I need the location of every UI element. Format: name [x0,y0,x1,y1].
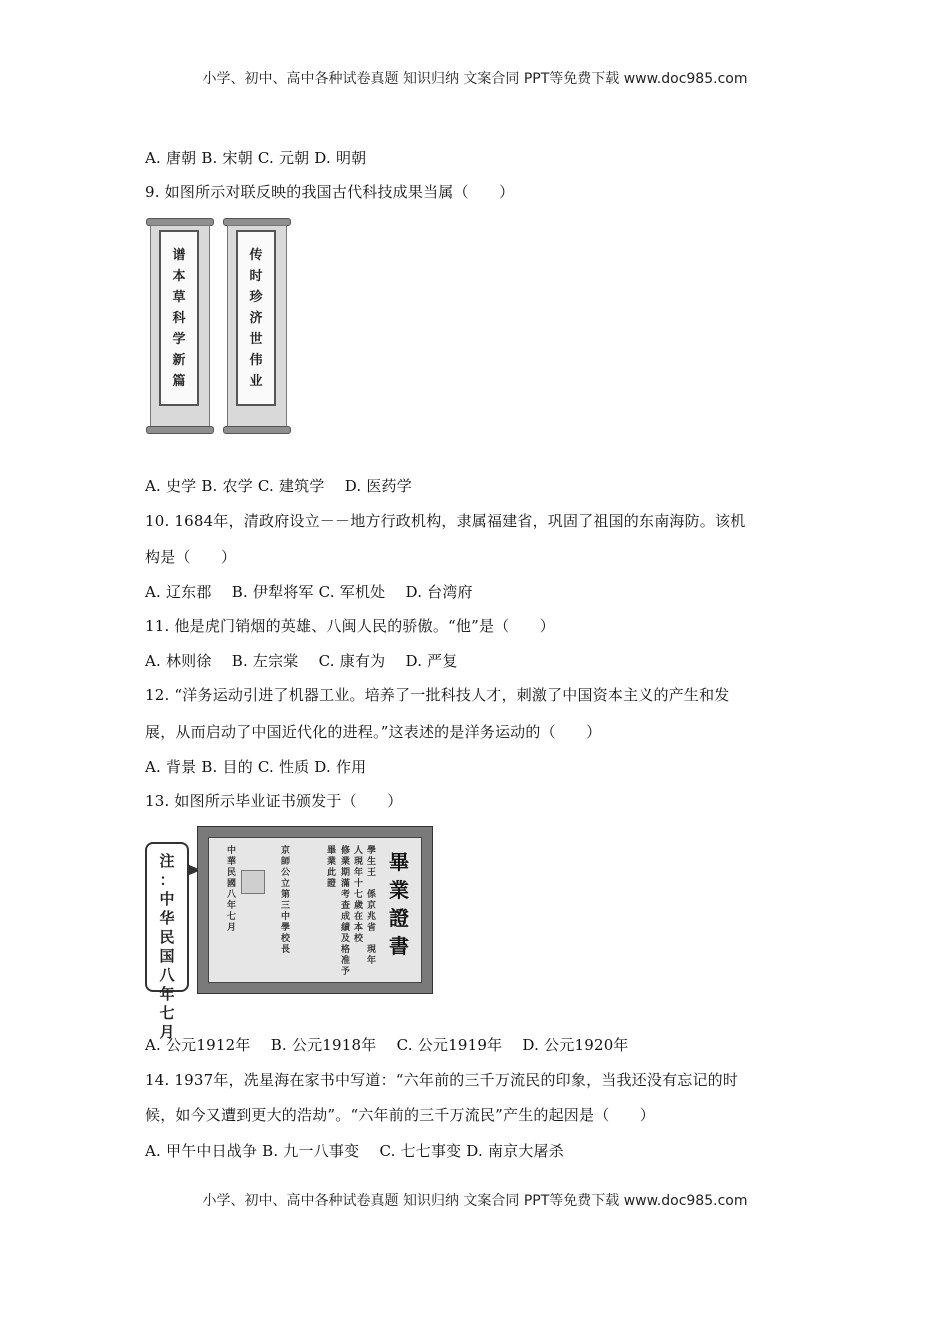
couplet-char: 新 [172,352,186,368]
note-char: 月 [159,1023,175,1041]
diploma-char: 學 [281,923,291,933]
q14-options: A. 甲午中日战争 B. 九一八事变 C. 七七事变 D. 南京大屠杀 [145,1142,564,1160]
note-char: 中 [159,890,175,908]
diploma-char: 查 [341,901,351,911]
diploma-char: 月 [227,923,237,933]
couplet-char: 伟 [249,352,263,368]
couplet-char: 谱 [172,247,186,263]
q9-options: A. 史学 B. 农学 C. 建筑学 D. 医药学 [145,477,412,495]
diploma-char: 歲 [354,901,364,911]
diploma-char: 現 [367,945,377,955]
q12-stem-line2: 展，从而启动了中国近代化的进程。”这表述的是洋务运动的（ ） [145,723,602,741]
diploma-char: 滿 [341,879,351,889]
note-char: 国 [159,947,175,965]
diploma-figure [145,824,437,1041]
diploma-char: 業 [341,857,351,867]
couplet-char: 业 [249,373,263,389]
q11-options: A. 林则徐 B. 左宗棠 C. 康有为 D. 严复 [145,652,458,670]
diploma-char: 校 [354,934,364,944]
diploma-text-col6 [227,846,236,934]
diploma-char: 華 [227,857,237,867]
diploma-char: 畢 [327,846,337,856]
diploma-title-char: 畢 [389,850,409,874]
diploma-char: 年 [227,901,237,911]
diploma-title-char: 書 [389,934,409,958]
diploma-char: 人 [354,846,364,856]
q11-stem: 11. 他是虎门销烟的英雄、八闽人民的骄傲。“他”是（ ） [145,617,555,635]
note-char: 七 [159,1004,175,1022]
couplet-char: 传 [249,247,263,263]
diploma-char: 現 [354,857,364,867]
q9-stem: 9. 如图所示对联反映的我国古代科技成果当属（ ） [145,183,515,201]
q12-options: A. 背景 B. 目的 C. 性质 D. 作用 [145,758,367,776]
couplet-char: 济 [249,310,263,326]
couplet-char: 时 [249,268,263,284]
diploma-char: 立 [281,879,291,889]
q13-options: A. 公元1912年 B. 公元1918年 C. 公元1919年 D. 公元1920年 [145,1036,629,1054]
q8-options: A. 唐朝 B. 宋朝 C. 元朝 D. 明朝 [145,149,367,167]
diploma-char: 考 [341,890,351,900]
diploma-char: 第 [281,890,291,900]
diploma-char: 民 [227,868,237,878]
note-char: 民 [159,928,175,946]
diploma-char: 十 [354,879,364,889]
diploma-char: 王 [367,868,377,878]
diploma-char: 師 [281,857,291,867]
diploma-char: 中 [227,846,237,856]
diploma-frame [197,826,433,994]
diploma-char: 本 [354,923,364,933]
diploma-char: 係 [367,890,377,900]
couplet-scroll-left-line [227,218,287,434]
diploma-char: 生 [367,857,377,867]
q13-stem: 13. 如图所示毕业证书颁发于（ ） [145,792,403,810]
q10-stem-line1: 10. 1684年，清政府设立－－地方行政机构，隶属福建省，巩固了祖国的东南海防。该机 [145,512,746,530]
couplet-char: 本 [172,268,186,284]
diploma-char [367,934,376,945]
diploma-note-callout [145,842,189,1041]
diploma-title-char: 業 [389,878,409,902]
diploma-char: 公 [281,868,291,878]
diploma-char: 及 [341,934,351,944]
diploma-char: 業 [327,857,337,867]
page-header: 小学、初中、高中各种试卷真题 知识归纳 文案合同 PPT等免费下载 www.doc985.com [202,71,748,87]
q10-options: A. 辽东郡 B. 伊犁将军 C. 军机处 D. 台湾府 [145,583,473,601]
couplet-text-b [236,230,276,406]
diploma-char: 七 [227,912,237,922]
diploma-char: 京 [281,846,291,856]
diploma-char: 成 [341,912,351,922]
diploma-paper [208,837,422,983]
diploma-char: 國 [227,879,237,889]
note-char: 年 [159,985,175,1003]
q10-stem-line2: 构是（ ） [145,548,237,566]
diploma-char: 此 [327,868,337,878]
diploma-text-col1 [367,846,376,967]
note-char: ： [159,871,175,889]
page-footer: 小学、初中、高中各种试卷真题 知识归纳 文案合同 PPT等免费下载 www.doc985.com [202,1193,748,1209]
diploma-char: 省 [367,923,377,933]
diploma-char: 年 [354,868,364,878]
couplet-char: 学 [172,331,186,347]
diploma-photo-stamp [241,870,265,894]
diploma-char: 格 [341,945,351,955]
diploma-text-col4 [327,846,336,890]
couplet-scroll-right-line [150,218,210,434]
diploma-char [367,879,376,890]
note-char: 八 [159,966,175,984]
diploma-char: 學 [367,846,377,856]
diploma-char: 績 [341,923,351,933]
note-char: 华 [159,909,175,927]
note-char: 注 [159,852,175,870]
couplet-char: 珍 [249,289,263,305]
couplet-char: 篇 [172,373,186,389]
couplet-char: 草 [172,289,186,305]
diploma-title-char: 證 [389,906,409,930]
diploma-char: 京 [367,901,377,911]
q14-stem-line2: 候，如今又遭到更大的浩劫”。“六年前的三千万流民”产生的起因是（ ） [145,1106,656,1124]
diploma-char: 中 [281,912,291,922]
diploma-char: 年 [367,956,377,966]
diploma-text-col3 [341,846,350,978]
diploma-char: 八 [227,890,237,900]
diploma-char: 期 [341,868,351,878]
diploma-title [389,848,409,960]
q12-stem-line1: 12. “洋务运动引进了机器工业。培养了一批科技人才，刺激了中国资本主义的产生和发 [145,686,730,704]
diploma-char: 校 [281,934,291,944]
diploma-text-col5 [281,846,290,956]
couplet-char: 科 [172,310,186,326]
diploma-char: 長 [281,945,291,955]
couplet-text-a [159,230,199,406]
diploma-char: 證 [327,879,337,889]
couplet-char: 世 [249,331,263,347]
diploma-char: 七 [354,890,364,900]
diploma-char: 三 [281,901,291,911]
diploma-text-col2 [354,846,363,945]
diploma-char: 准 [341,956,351,966]
diploma-char: 修 [341,846,351,856]
diploma-char: 兆 [367,912,377,922]
diploma-char: 予 [341,967,351,977]
q14-stem-line1: 14. 1937年，冼星海在家书中写道：“六年前的三千万流民的印象，当我还没有忘记的时 [145,1071,739,1089]
diploma-char: 在 [354,912,364,922]
